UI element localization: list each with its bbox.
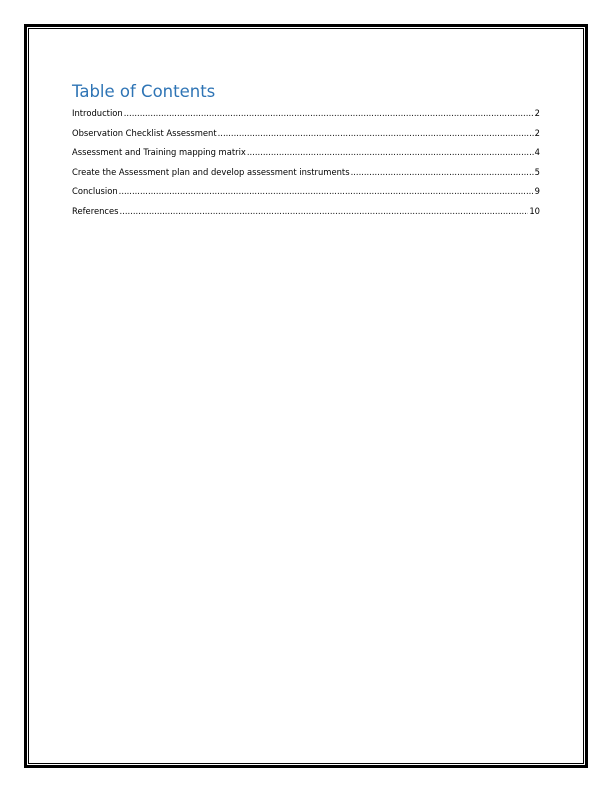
toc-entry-page: 2 bbox=[534, 108, 540, 118]
toc-entry-introduction[interactable] bbox=[72, 106, 540, 126]
toc-entry-page: 10 bbox=[529, 205, 540, 216]
toc-dot-leader bbox=[120, 204, 529, 218]
toc-entry-page: 5 bbox=[534, 166, 540, 177]
table-of-contents bbox=[72, 82, 540, 224]
toc-entry-label: References bbox=[72, 205, 119, 216]
toc-entry-label: Observation Checklist Assessment bbox=[72, 127, 217, 138]
toc-entry-assessment-plan[interactable] bbox=[72, 165, 540, 185]
toc-title: Table of Contents bbox=[72, 82, 216, 101]
toc-entry-label: Introduction bbox=[72, 108, 123, 118]
toc-entry-label: Assessment and Training mapping matrix bbox=[72, 147, 246, 158]
toc-entry-label: Create the Assessment plan and develop assessment instruments bbox=[72, 166, 350, 177]
toc-entry-references[interactable] bbox=[72, 204, 540, 224]
toc-entry-observation-checklist[interactable] bbox=[72, 126, 540, 146]
toc-dot-leader bbox=[247, 145, 534, 159]
toc-entry-page: 9 bbox=[534, 186, 540, 197]
toc-entry-page: 2 bbox=[534, 127, 540, 138]
toc-dot-leader bbox=[218, 126, 534, 140]
toc-entry-mapping-matrix[interactable] bbox=[72, 145, 540, 165]
toc-entry-page: 4 bbox=[534, 147, 540, 158]
toc-dot-leader bbox=[119, 184, 534, 198]
toc-dot-leader bbox=[124, 106, 534, 120]
toc-dot-leader bbox=[351, 165, 534, 179]
toc-entry-label: Conclusion bbox=[72, 186, 118, 197]
toc-entry-conclusion[interactable] bbox=[72, 184, 540, 204]
